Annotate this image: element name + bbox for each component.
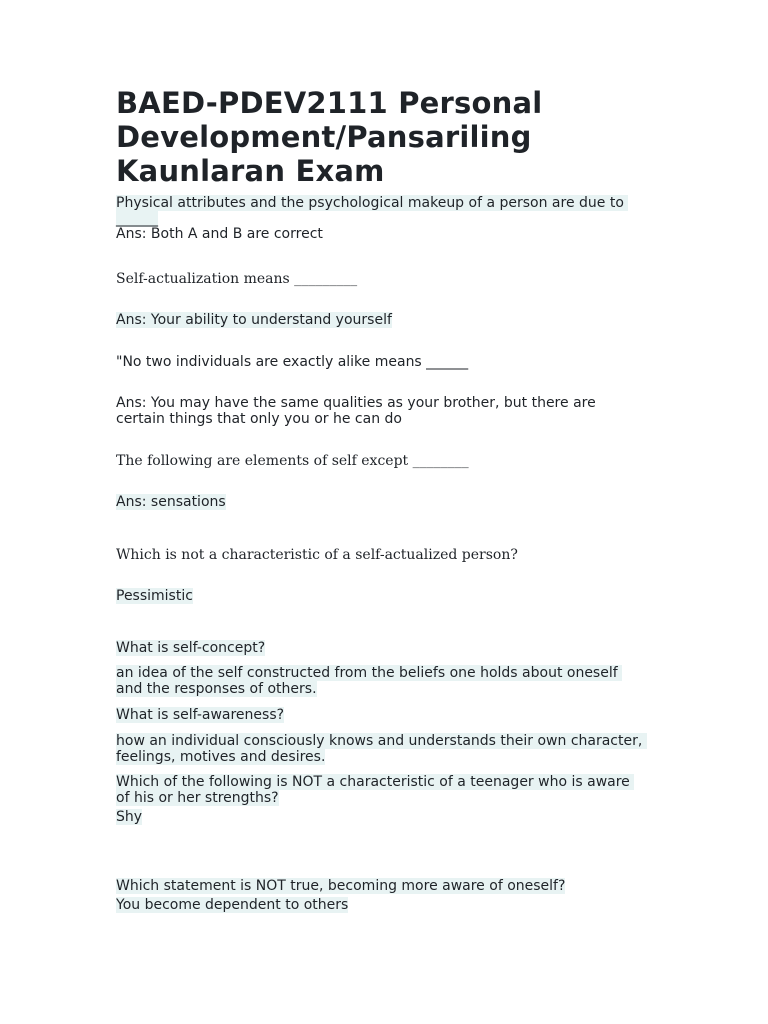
answer-3: Ans: You may have the same qualities as your brother, but there are certain things that only you or he can do bbox=[116, 395, 601, 427]
answer-6: an idea of the self constructed from the beliefs one holds about oneself and the responses of others. bbox=[116, 665, 623, 697]
question-4: The following are elements of self except ________ bbox=[116, 453, 469, 469]
answer-7: how an individual consciously knows and understands their own character, feelings, motives and desires. bbox=[116, 733, 647, 765]
question-6: What is self-concept? bbox=[116, 640, 266, 656]
answer-4: Ans: sensations bbox=[116, 494, 226, 510]
question-5: Which is not a characteristic of a self-actualized person? bbox=[116, 547, 518, 563]
answer-5: Pessimistic bbox=[116, 588, 193, 604]
answer-1: Ans: Both A and B are correct bbox=[116, 226, 323, 242]
question-1: Physical attributes and the psychological makeup of a person are due to ______ bbox=[116, 195, 629, 227]
question-8: Which of the following is NOT a characteristic of a teenager who is aware of his or her strengths? bbox=[116, 774, 635, 806]
question-9: Which statement is NOT true, becoming more aware of oneself? bbox=[116, 878, 566, 894]
question-3: "No two individuals are exactly alike means ______ bbox=[116, 354, 469, 370]
answer-2: Ans: Your ability to understand yourself bbox=[116, 312, 392, 328]
answer-9: You become dependent to others bbox=[116, 897, 349, 913]
question-2: Self-actualization means _________ bbox=[116, 271, 358, 287]
question-7: What is self-awareness? bbox=[116, 707, 285, 723]
document-title: BAED-PDEV2111 Personal Development/Pansariling Kaunlaran Exam bbox=[116, 86, 543, 188]
answer-8: Shy bbox=[116, 809, 143, 825]
